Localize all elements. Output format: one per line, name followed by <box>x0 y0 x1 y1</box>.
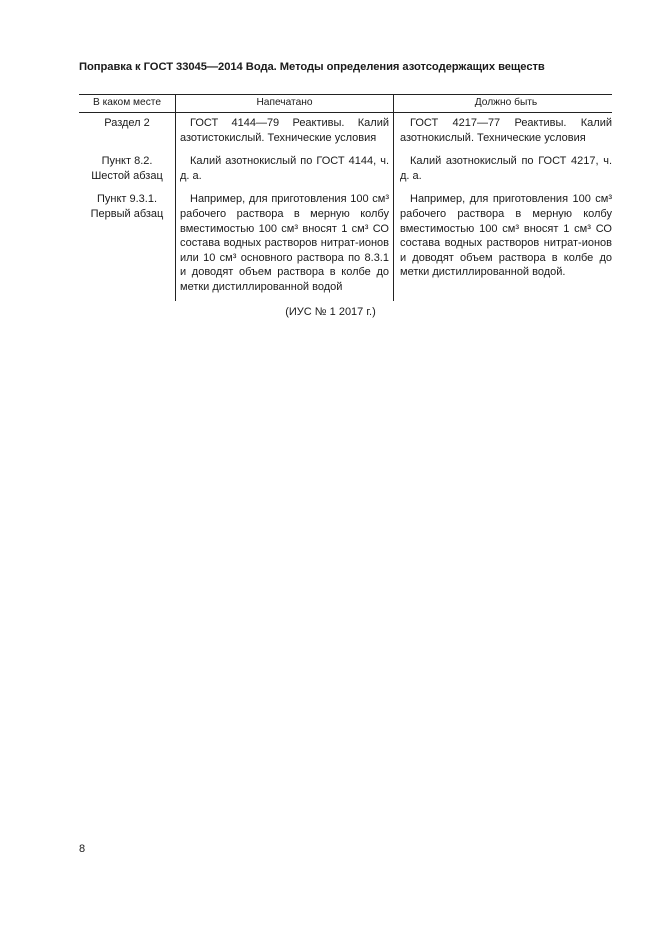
row-printed <box>175 151 393 189</box>
table-row <box>79 151 612 189</box>
header-printed <box>175 95 393 112</box>
row-should-be <box>393 113 612 151</box>
header-place: В каком месте <box>92 97 162 109</box>
ius-reference: (ИУС № 1 2017 г.) <box>285 306 376 318</box>
corrections-table <box>79 94 612 301</box>
table-row <box>79 189 612 300</box>
row-printed <box>175 189 393 300</box>
row-place <box>79 113 175 151</box>
place-line: Шестой абзац <box>91 169 163 182</box>
place-line: Первый абзац <box>90 207 164 220</box>
printed-text: Калий азотнокислый по ГОСТ 4144, ч. д. а. <box>180 155 389 182</box>
row-place <box>79 189 175 300</box>
row-place <box>79 151 175 189</box>
page-number: 8 <box>79 843 86 855</box>
table-row <box>79 113 612 151</box>
row-should-be <box>393 189 612 300</box>
header-printed-label: Напечатано <box>256 97 313 109</box>
row-should-be <box>393 151 612 189</box>
should-be-text: Например, для приготовления 100 см³ рабочего раствора в мерную колбу вместимостью 100 см³ вносят 1 см³ СО состава водных растворов нитрат-ионов и доводят объем раствора в колбе до метки дистиллированной водой. <box>400 193 612 279</box>
place-line: Пункт 9.3.1. <box>96 193 158 206</box>
header-should-be-label: Должно быть <box>474 97 538 109</box>
row-printed <box>175 113 393 151</box>
header-should-be <box>393 95 612 112</box>
table-header <box>79 94 612 113</box>
document-title: Поправка к ГОСТ 33045—2014 Вода. Методы определения азотсодержащих веществ <box>79 61 545 73</box>
place-line: Пункт 8.2. <box>101 155 153 168</box>
printed-text: ГОСТ 4144—79 Реактивы. Калий азотистокислый. Технические условия <box>180 117 389 144</box>
printed-text: Например, для приготовления 100 см³ рабочего раствора в мерную колбу вместимостью 100 см³ вносят 1 см³ СО состава водных растворов нитрат-ионов или 10 см³ основного раствора по 8.3.1 и доводят объем раствора в колбе до метки дистиллированной водой <box>180 193 389 293</box>
should-be-text: ГОСТ 4217—77 Реактивы. Калий азотнокислый. Технические условия <box>400 117 612 144</box>
place-line: Раздел 2 <box>104 117 150 129</box>
should-be-text: Калий азотнокислый по ГОСТ 4217, ч. д. а. <box>400 155 612 182</box>
